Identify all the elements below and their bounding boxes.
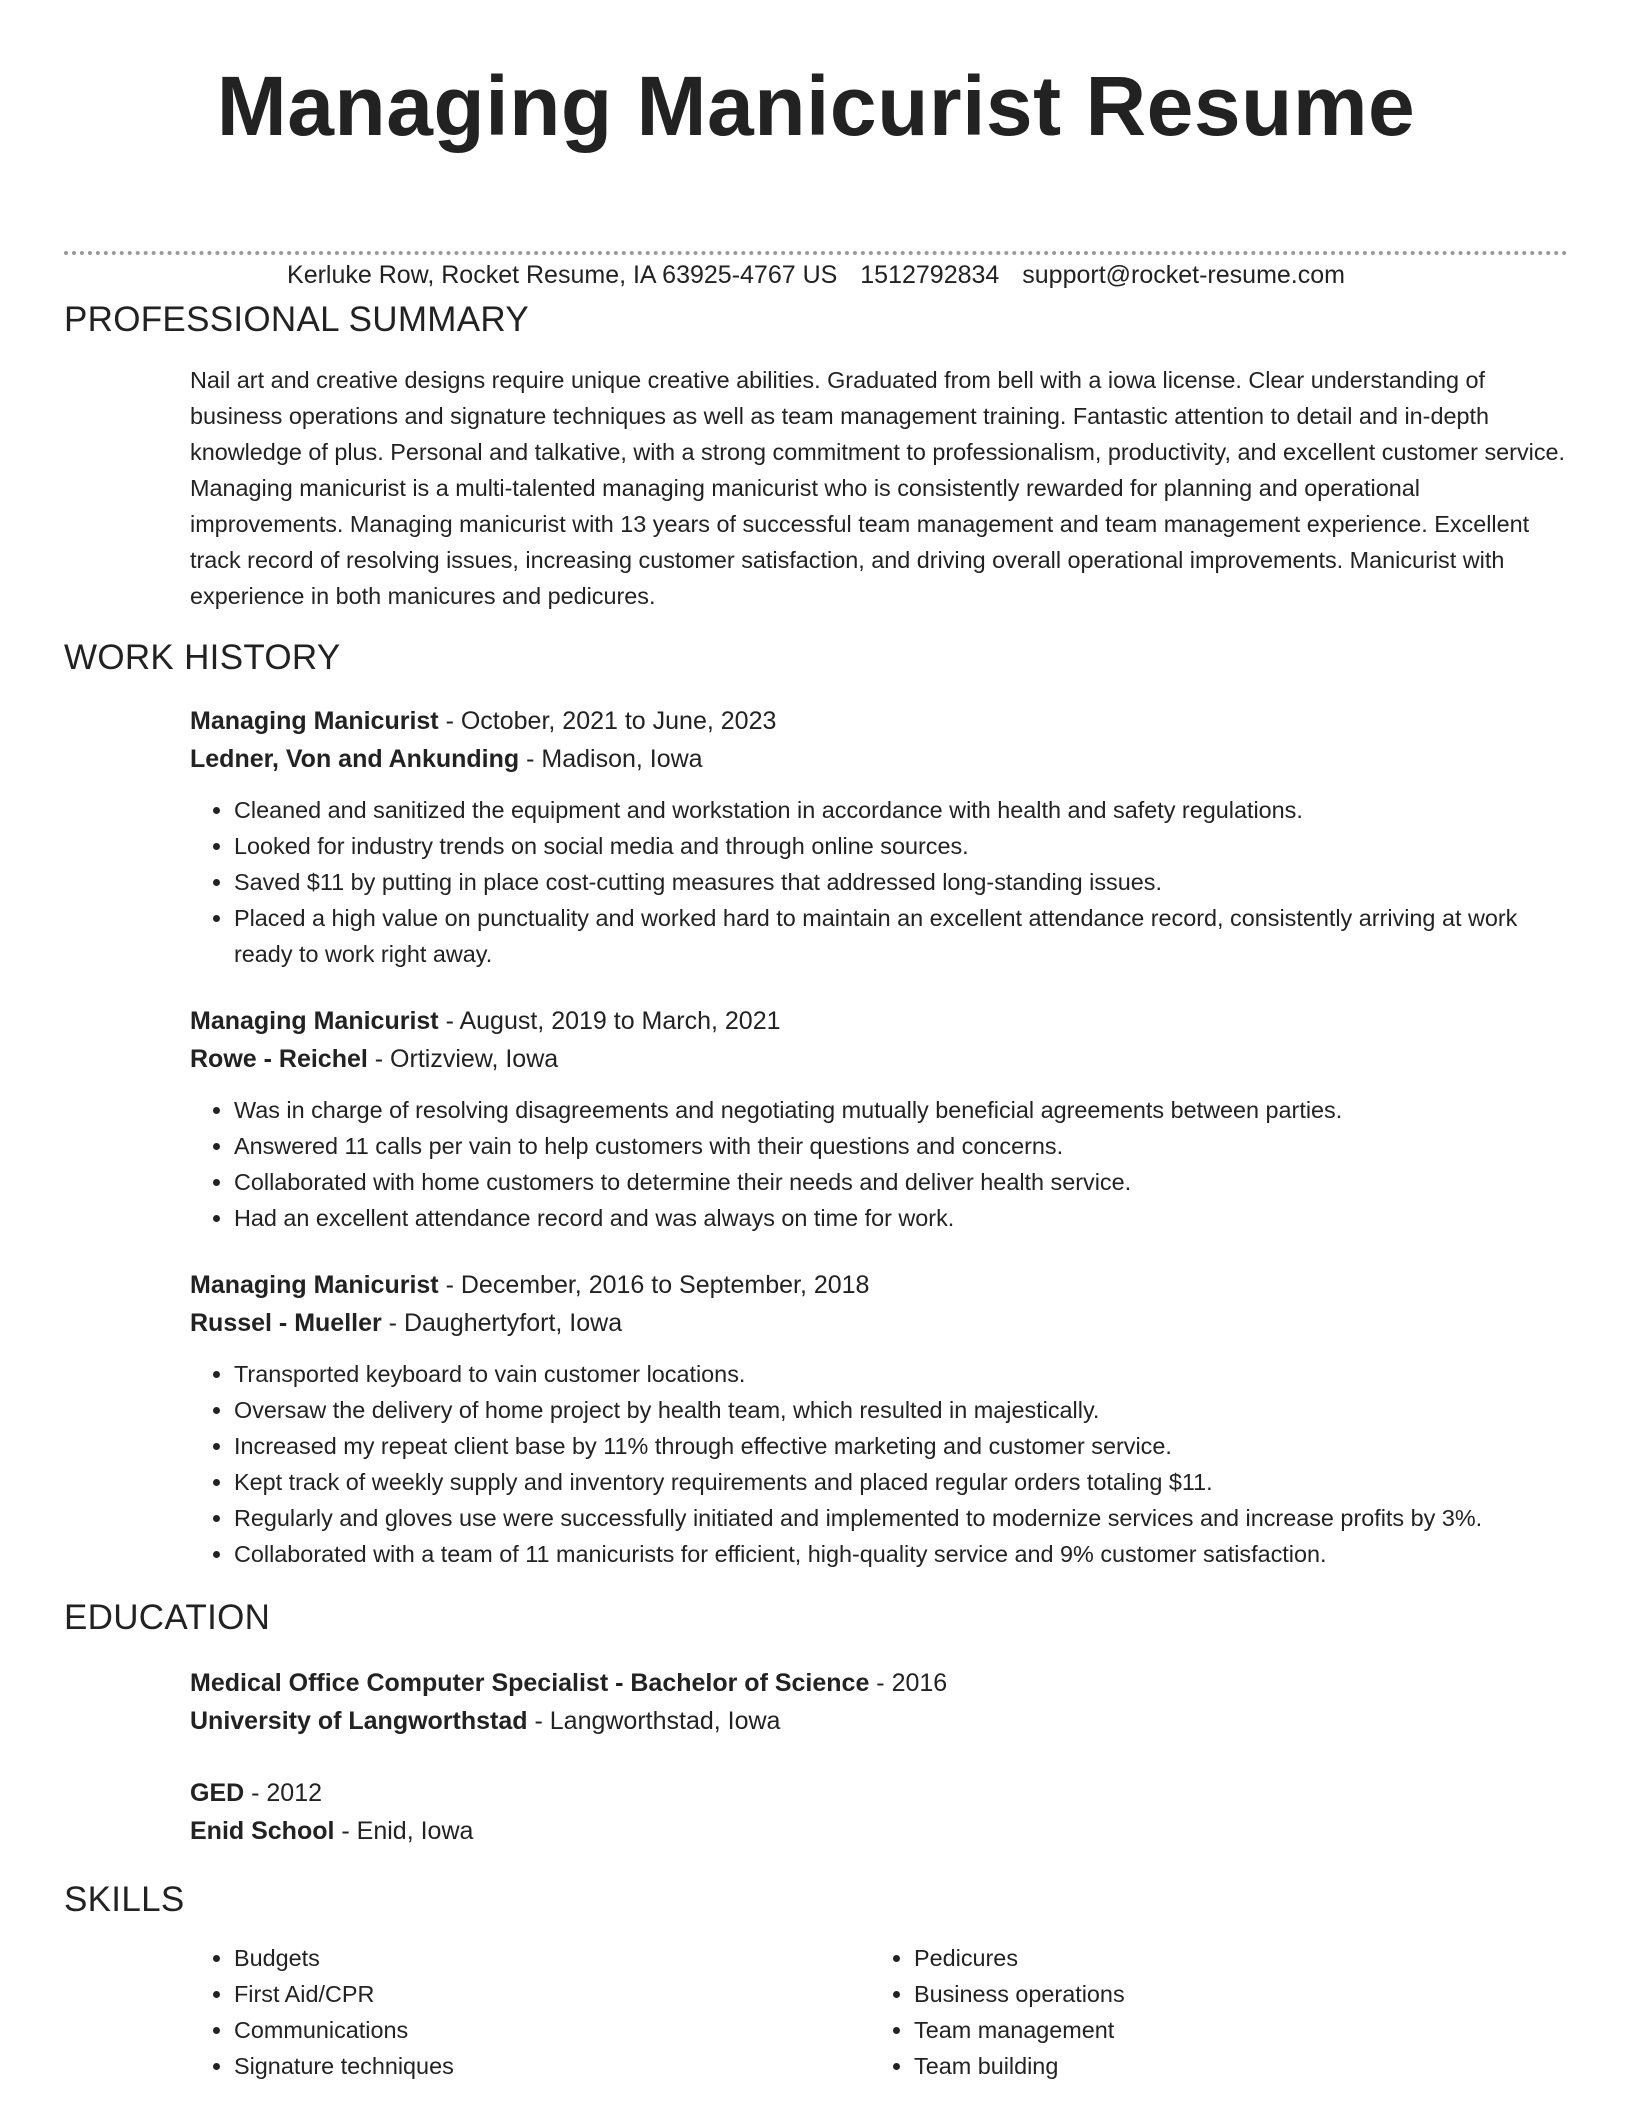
job-bullet: • Collaborated with home customers to determine their needs and deliver health service. [234, 1164, 1568, 1200]
contact-email: support@rocket-resume.com [1022, 261, 1345, 289]
skill-item: • Communications [234, 2012, 870, 2048]
job-location: - Ortizview, Iowa [367, 1045, 559, 1073]
contact-address: Kerluke Row, Rocket Resume, IA 63925-4767 US [287, 261, 838, 289]
skill-item: • Budgets [234, 1940, 870, 1976]
job-company: Rowe - Reichel [190, 1045, 368, 1073]
skills-columns [190, 1940, 1568, 2084]
job-entry [190, 1002, 1568, 1236]
education-school: University of Langworthstad [190, 1707, 528, 1735]
job-location: - Daughertyfort, Iowa [381, 1309, 623, 1337]
education-school: Enid School [190, 1817, 335, 1845]
job-bullets [190, 792, 1568, 972]
header-divider [64, 251, 1568, 255]
page-title: Managing Manicurist Resume [216, 59, 1416, 153]
job-bullet: • Had an excellent attendance record and was always on time for work. [234, 1200, 1568, 1236]
education-year: - 2016 [869, 1669, 948, 1697]
skill-item: • Team management [914, 2012, 1550, 2048]
skills-heading: SKILLS [64, 1880, 185, 1919]
skills-list-left [190, 1940, 870, 2084]
resume-content [64, 296, 1568, 2084]
job-bullet: • Looked for industry trends on social media and through online sources. [234, 828, 1568, 864]
job-bullet: • Answered 11 calls per vain to help customers with their questions and concerns. [234, 1128, 1568, 1164]
job-bullet: • Kept track of weekly supply and inventory requirements and placed regular orders totaling $11. [234, 1464, 1568, 1500]
education-heading: EDUCATION [64, 1598, 271, 1637]
job-title-line [190, 702, 1568, 740]
job-bullet: • Cleaned and sanitized the equipment and workstation in accordance with health and safety regulations. [234, 792, 1568, 828]
education-degree: GED [190, 1779, 245, 1807]
job-bullets [190, 1092, 1568, 1236]
job-entry [190, 1266, 1568, 1572]
job-title-line [190, 1002, 1568, 1040]
job-bullet: • Regularly and gloves use were successfully initiated and implemented to modernize services and increase profits by 3%. [234, 1500, 1568, 1536]
job-bullets [190, 1356, 1568, 1572]
education-school-line [190, 1812, 1568, 1850]
contact-phone: 1512792834 [860, 261, 1000, 289]
job-title: Managing Manicurist [190, 707, 439, 735]
work-history-section [64, 634, 1568, 1572]
skill-item: • Team building [914, 2048, 1550, 2084]
skills-list-right [870, 1940, 1550, 2084]
job-company-line [190, 1304, 1568, 1342]
skill-item: • Business operations [914, 1976, 1550, 2012]
summary-section [64, 296, 1568, 614]
education-location: - Langworthstad, Iowa [527, 1707, 781, 1735]
education-degree: Medical Office Computer Specialist - Bachelor of Science [190, 1669, 870, 1697]
job-company-line [190, 740, 1568, 778]
education-year: - 2012 [244, 1779, 323, 1807]
work-history-heading: WORK HISTORY [64, 638, 341, 677]
job-dates: - August, 2019 to March, 2021 [438, 1007, 781, 1035]
skill-item: • Pedicures [914, 1940, 1550, 1976]
education-degree-line [190, 1664, 1568, 1702]
summary-heading: PROFESSIONAL SUMMARY [64, 300, 529, 339]
job-bullet: • Transported keyboard to vain customer locations. [234, 1356, 1568, 1392]
job-title: Managing Manicurist [190, 1007, 439, 1035]
job-bullet: • Placed a high value on punctuality and worked hard to maintain an excellent attendance record, consistently arriving at work ready to work right away. [234, 900, 1568, 972]
summary-text: Nail art and creative designs require unique creative abilities. Graduated from bell with a iowa license. Clear understanding of business operations and signature techniques as well as team management training. Fantastic attention to detail and in-depth knowledge of plus. Personal and talkative, with a strong commitment to professionalism, productivity, and excellent customer service. Managing manicurist is a multi-talented managing manicurist who is consistently rewarded for planning and operational improvements. Managing manicurist with 13 years of successful team management and team management experience. Excellent track record of resolving issues, increasing customer satisfaction, and driving overall operational improvements. Manicurist with experience in both manicures and pedicures. [190, 367, 1566, 609]
education-section [64, 1594, 1568, 1850]
skills-section [64, 1876, 1568, 2084]
job-company: Ledner, Von and Ankunding [190, 745, 520, 773]
job-dates: - December, 2016 to September, 2018 [438, 1271, 870, 1299]
education-entry [190, 1774, 1568, 1850]
job-bullet: • Collaborated with a team of 11 manicurists for efficient, high-quality service and 9% customer satisfaction. [234, 1536, 1568, 1572]
skill-item: • First Aid/CPR [234, 1976, 870, 2012]
job-title: Managing Manicurist [190, 1271, 439, 1299]
job-location: - Madison, Iowa [519, 745, 703, 773]
job-bullet: • Oversaw the delivery of home project by health team, which resulted in majestically. [234, 1392, 1568, 1428]
job-bullet: • Increased my repeat client base by 11% through effective marketing and customer service. [234, 1428, 1568, 1464]
job-company: Russel - Mueller [190, 1309, 382, 1337]
job-dates: - October, 2021 to June, 2023 [438, 707, 777, 735]
job-entry [190, 702, 1568, 972]
skill-item: • Signature techniques [234, 2048, 870, 2084]
education-location: - Enid, Iowa [334, 1817, 474, 1845]
education-degree-line [190, 1774, 1568, 1812]
job-title-line [190, 1266, 1568, 1304]
job-company-line [190, 1040, 1568, 1078]
education-school-line [190, 1702, 1568, 1740]
job-bullet: • Saved $11 by putting in place cost-cutting measures that addressed long-standing issues. [234, 864, 1568, 900]
contact-line [0, 258, 1632, 292]
job-bullet: • Was in charge of resolving disagreements and negotiating mutually beneficial agreements between parties. [234, 1092, 1568, 1128]
education-entry [190, 1664, 1568, 1740]
